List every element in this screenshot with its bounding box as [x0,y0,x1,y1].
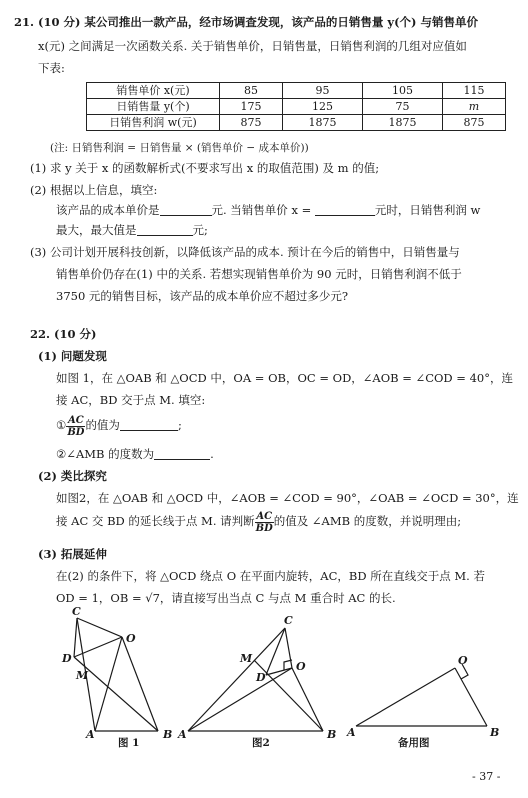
segment-ob [292,668,323,731]
segment-ob [455,668,487,726]
q22-section2-title: (2) 类比探究 [38,469,107,483]
fig2-label-d: D [256,671,266,684]
segment-ao [356,668,455,726]
segment-ac [188,628,285,731]
q21-part2-title: (2) 根据以上信息，填空: [30,183,158,197]
q22-fill1-end: ; [177,418,182,432]
q22-section2-text-a: 接 AC 交 BD 的延长线于点 M. 请判断 [56,514,255,528]
q22-section2-line1: 如图2，在 △OAB 和 △OCD 中，∠AOB = ∠COD = 90°，∠OAB = ∠OCD = 30°，连 [56,491,519,505]
fig2-label-m: M [240,652,253,665]
segment-ob [122,637,158,731]
fig2-label-c: C [284,614,293,627]
q21-part2-text-c: 元时，日销售利润 w [374,203,481,217]
q22-section1-line1: 如图 1，在 △OAB 和 △OCD 中，OA = OB，OC = OD，∠AOB = ∠COD = 40°，连 [56,371,513,385]
fig1-label-c: C [72,605,81,618]
q22-fill1-text: 的值为 [85,418,120,432]
q21-part1: (1) 求 y 关于 x 的函数解析式(不要求写出 x 的取值范围) 及 m 的值; [30,161,380,175]
fig3-label-a: A [347,726,356,739]
q22-fill1-marker: ① [56,418,67,432]
fraction-denominator: BD [255,522,273,534]
q22-section3-line1: 在(2) 的条件下，将 △OCD 绕点 O 在平面内旋转，AC，BD 所在直线交于点 M. 若 [56,569,485,583]
fig1-label-a: A [86,728,95,741]
fraction-numerator: AC [256,510,273,522]
fig2-caption: 图2 [252,737,270,749]
q21-part3-line3: 3750 元的销售目标，该产品的成本单价应不超过多少元? [56,289,349,303]
q21-stem-line2: x(元) 之间满足一次函数关系. 关于销售单价，日销售量，日销售利润的几组对应值如 [38,39,467,53]
q21-note: (注: 日销售利润 = 日销售量 × (销售单价 − 成本单价)) [50,142,309,154]
q21-part2-text-a: 该产品的成本单价是 [56,203,160,217]
fig1-label-o: O [126,632,136,645]
q22-fill2-text: ②∠AMB 的度数为 [56,447,155,461]
table-cell: 85 [220,83,283,99]
table-cell: 875 [442,115,505,131]
table-cell: m [442,99,505,115]
figure-3 [356,664,487,726]
segment-do [266,668,292,675]
q22-section3-line2: OD = 1，OB = √7，请直接写出当点 C 与点 M 重合时 AC 的长. [56,591,396,605]
table-cell: 75 [362,99,442,115]
table-cell: 115 [442,83,505,99]
table-cell: 1875 [362,115,442,131]
q21-part3-line1: (3) 公司计划开展科技创新，以降低该产品的成本. 预计在今后的销售中，日销售量与 [30,245,460,259]
table-row-header: 日销售利润 w(元) [87,115,220,131]
table-row-header: 日销售量 y(个) [87,99,220,115]
fig2-label-b: B [327,728,337,741]
segment-ao [188,668,292,731]
q22-fill2-end: . [210,447,214,461]
table-cell: 125 [283,99,363,115]
table-cell: 1875 [283,115,363,131]
fig1-label-m: M [76,669,89,682]
fig1-label-b: B [163,728,173,741]
q21-part2-text-d: 最大，最大值是 [56,223,137,237]
table-cell: 175 [220,99,283,115]
fig3-label-b: B [490,726,500,739]
segment-co [77,618,122,637]
fig3-label-o: O [458,654,468,667]
fraction-numerator: AC [68,414,84,426]
table-cell: 875 [220,115,283,131]
q21-stem-line3: 下表: [38,61,65,75]
q21-stem-line1: 21. (10 分) 某公司推出一款产品，经市场调查发现，该产品的日销售量 y(个) 与销售单价 [14,15,478,29]
table-cell: 105 [362,83,442,99]
page-number: - 37 - [472,770,501,783]
q21-part3-line2: 销售单价仍存在(1) 中的关系. 若想实现销售单价为 90 元时，日销售利润不低于 [56,267,462,281]
fig2-label-a: A [178,728,187,741]
fig3-caption: 备用图 [398,737,430,749]
table-row-header: 销售单价 x(元) [87,83,220,99]
q22-section1-title: (1) 问题发现 [38,349,107,363]
fig2-label-o: O [296,660,306,673]
segment-cd [266,628,285,675]
q22-section3-title: (3) 拓展延伸 [38,547,107,561]
fraction-denominator: BD [67,426,85,438]
q22-section2-text-b: 的值及 ∠AMB 的度数，并说明理由; [273,514,462,528]
q21-part2-text-e: 元; [192,223,208,237]
fig1-caption: 图 1 [118,737,140,749]
q22-section1-line2: 接 AC，BD 交于点 M. 填空: [56,393,206,407]
q21-part2-text-b: 元. 当销售单价 x = [211,203,312,217]
segment-ao [95,637,122,731]
fig1-label-d: D [62,652,72,665]
table-cell: 95 [283,83,363,99]
segment-cd [74,618,77,657]
q22-title: 22. (10 分) [30,327,97,341]
